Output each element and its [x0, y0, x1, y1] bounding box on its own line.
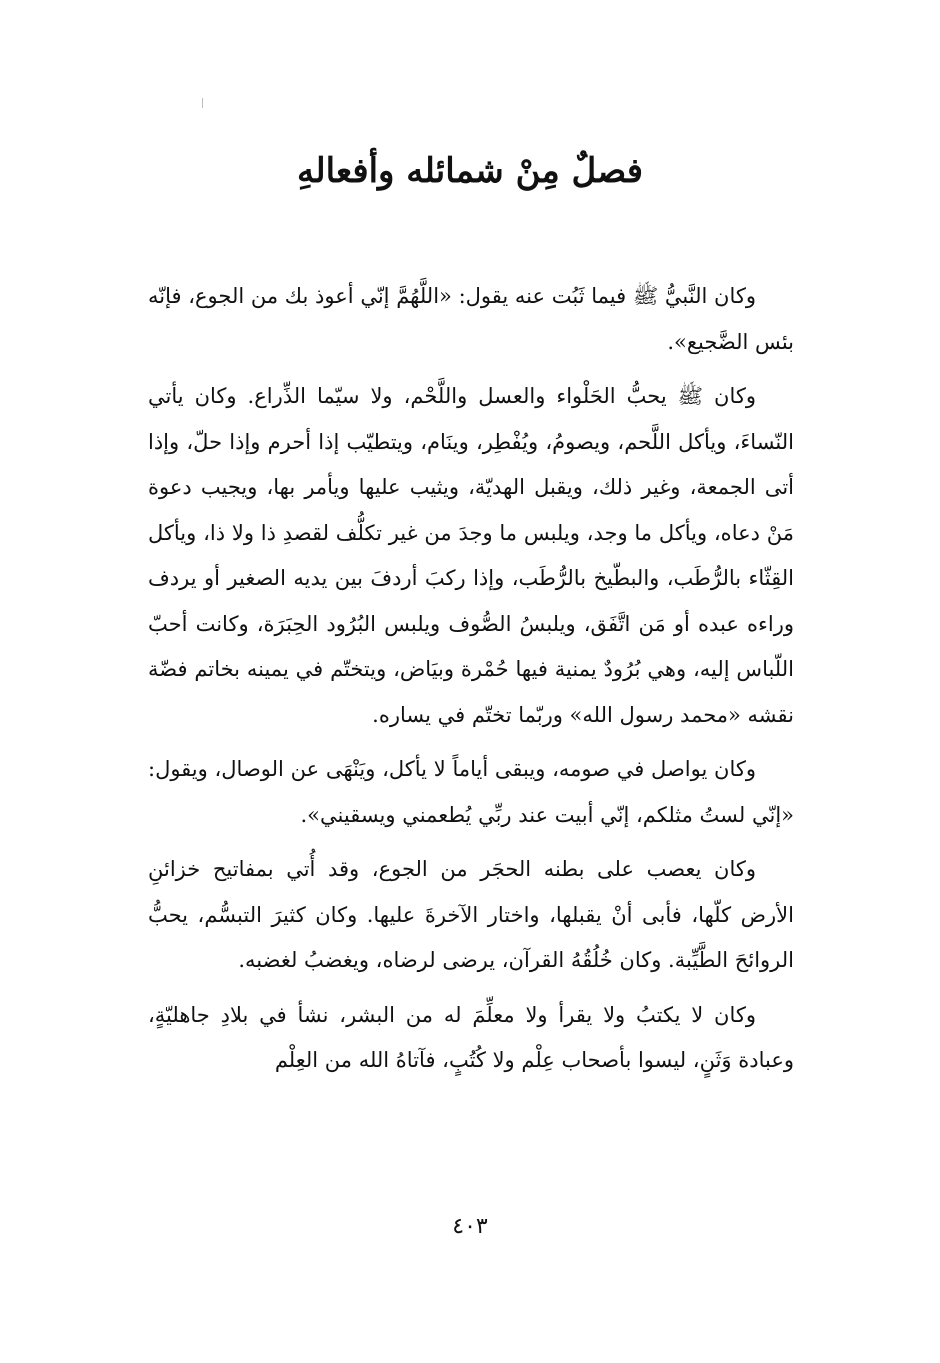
chapter-title: فصلٌ مِنْ شمائله وأفعالهِ: [296, 151, 643, 191]
paragraph-2: وكان ﷺ يحبُّ الحَلْواء والعسل واللَّحْم، ولا سيّما الذِّراع. وكان يأتي النّساءَ، ويأكل اللَّحم، ويصومُ، ويُفْطِر، وينَام، ويتطيّب إذا أحرم وإذا حلّ، وإذا أتى الجمعة، وغير ذلك، ويقبل الهديّة، ويثيب عليها ويأمر بها، ويجيب دعوة مَنْ دعاه، ويأكل ما وجد، ويلبس ما وجدَ من غير تكلُّف لقصدِ ذا ولا ذا، ويأكل القِثّاء بالرُّطَب، والبطّيخ بالرُّطَب، وإذا ركبَ أردفَ بين يديه الصغير أو يردف وراءه عبده أو مَن اتَّفَق، ويلبسُ الصُّوف ويلبس البُرُود الحِبَرَة، وكانت أحبّ اللّباس إليه، وهي بُرُودٌ يمنية فيها حُمْرة وبيَاض، ويتختّم في يمينه بخاتم فضّة نقشه «محمد رسول الله» وربّما تختّم في يساره.: [148, 384, 794, 727]
body-text: [148, 274, 794, 1093]
paragraph-1: وكان النَّبيُّ ﷺ فيما ثَبُت عنه يقول: «اللَّهُمَّ إنّي أعوذ بك من الجوع، فإنّه بئس الضَّجيع».: [148, 284, 794, 354]
page-number: ٤٠٣: [452, 1214, 488, 1239]
paragraph-4: وكان يعصب على بطنه الحجَر من الجوع، وقد أُتي بمفاتيح خزائنِ الأرض كلّها، فأبى أنْ يقبلها، واختار الآخرةَ عليها. وكان كثيرَ التبسُّم، يحبُّ الروائحَ الطَّيِّبة. وكان خُلُقُهُ القرآن، يرضى لرضاه، ويغضبُ لغضبه.: [148, 857, 794, 972]
scan-mark: [202, 98, 203, 108]
paragraph-5: وكان لا يكتبُ ولا يقرأ ولا معلِّمَ له من البشر، نشأ في بلادِ جاهليّةٍ، وعبادة وَثَنٍ، ليسوا بأصحاب عِلْم ولا كُتُبٍ، فآتاهُ الله من العِلْم: [148, 1002, 794, 1072]
paragraph-3: وكان يواصل في صومه، ويبقى أياماً لا يأكل، ويَنْهَى عن الوصال، ويقول: «إنّي لستُ مثلكم، إنّي أبيت عند ربِّي يُطعمني ويسقيني».: [148, 757, 794, 827]
